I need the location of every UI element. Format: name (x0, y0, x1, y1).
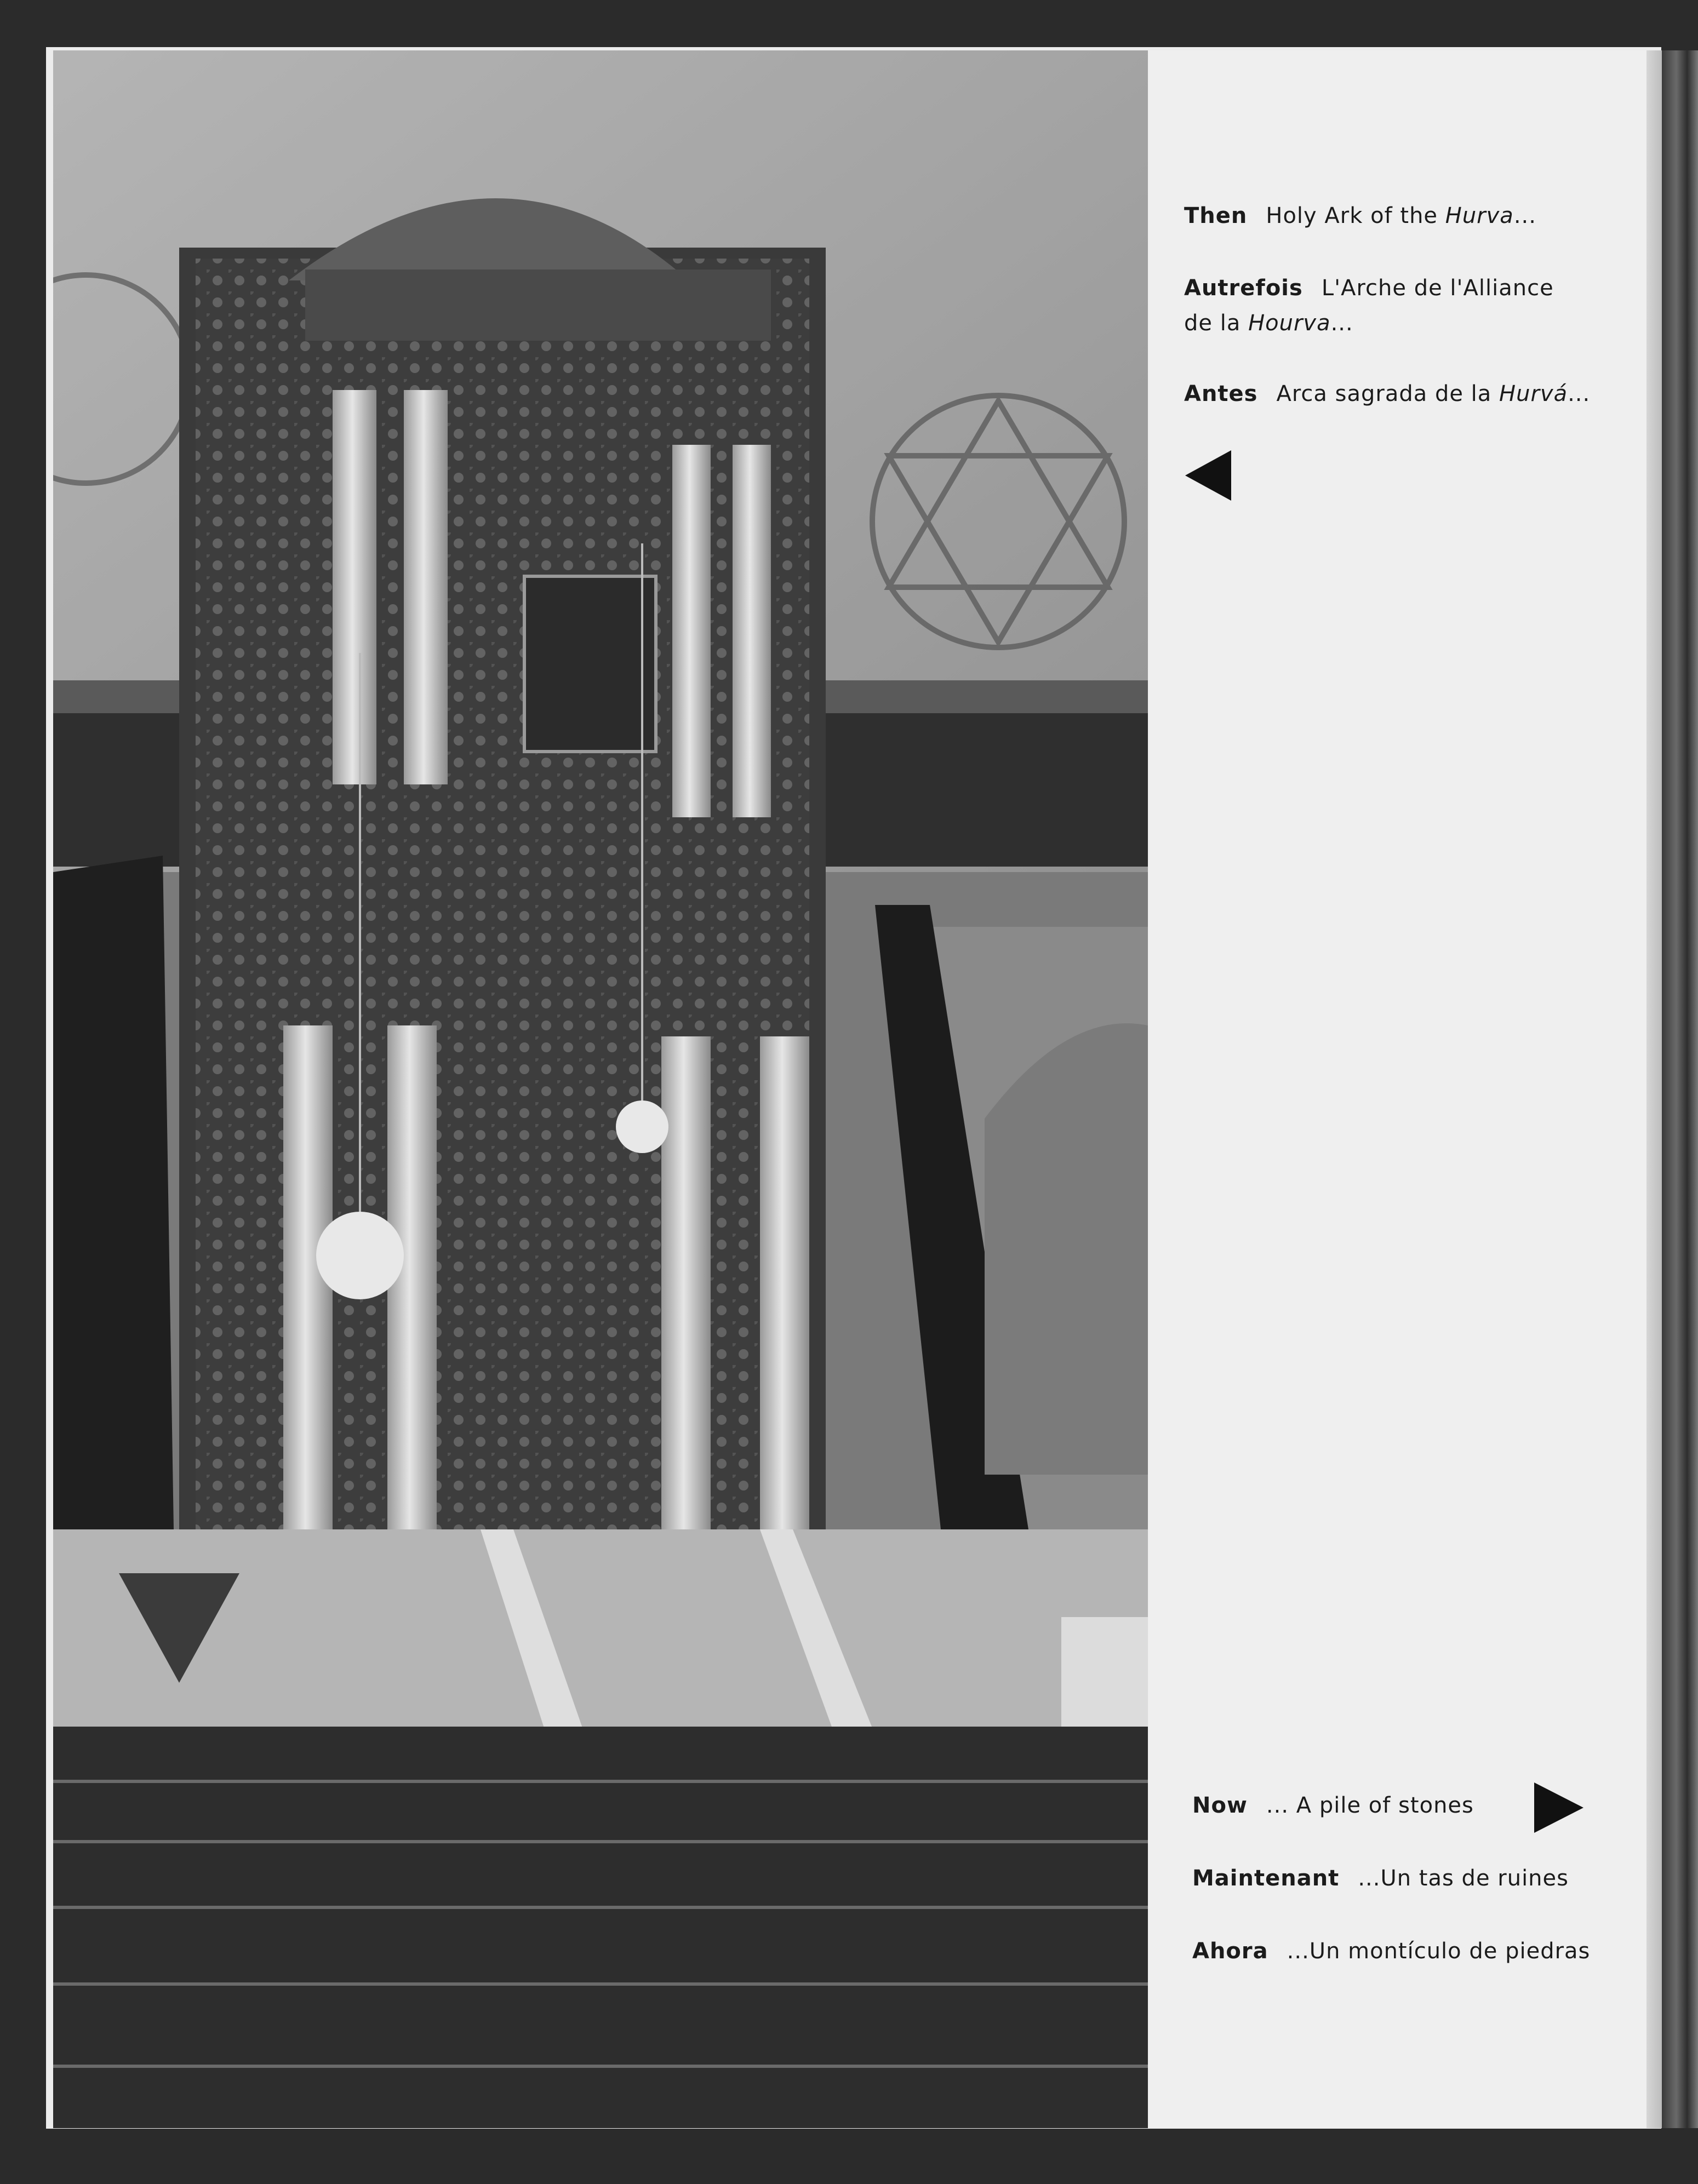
then-text-en: Holy Ark of the Hurva... (1266, 203, 1536, 228)
adjacent-page-edge (1662, 50, 1698, 2128)
arrow-right-icon (1534, 1782, 1583, 1833)
now-label-es: Ahora (1192, 1939, 1268, 1964)
now-label-en: Now (1192, 1793, 1248, 1818)
then-label-fr: Autrefois (1184, 276, 1303, 301)
caption-then-fr (1184, 271, 1554, 341)
now-label-fr: Maintenant (1192, 1866, 1340, 1891)
caption-then-es (1184, 376, 1590, 411)
then-label-en: Then (1184, 203, 1248, 228)
caption-now-en (1192, 1788, 1474, 1823)
hurva-holy-ark-photo (53, 50, 1148, 2128)
arrow-left-icon (1185, 450, 1231, 501)
then-text-fr-line2: de la Hourva... (1184, 311, 1353, 336)
caption-now-fr (1192, 1861, 1569, 1896)
now-text-en: ... A pile of stones (1266, 1793, 1474, 1818)
caption-column (1148, 50, 1653, 2128)
now-text-es: ...Un montículo de piedras (1287, 1939, 1591, 1964)
caption-now-es (1192, 1934, 1590, 1969)
then-label-es: Antes (1184, 381, 1258, 406)
then-text-fr-line1: L'Arche de l'Alliance (1321, 276, 1554, 301)
page-gutter (1646, 50, 1662, 2128)
now-text-fr: ...Un tas de ruines (1358, 1866, 1569, 1891)
caption-then-en (1184, 198, 1536, 233)
then-text-es: Arca sagrada de la Hurvá... (1276, 381, 1591, 406)
